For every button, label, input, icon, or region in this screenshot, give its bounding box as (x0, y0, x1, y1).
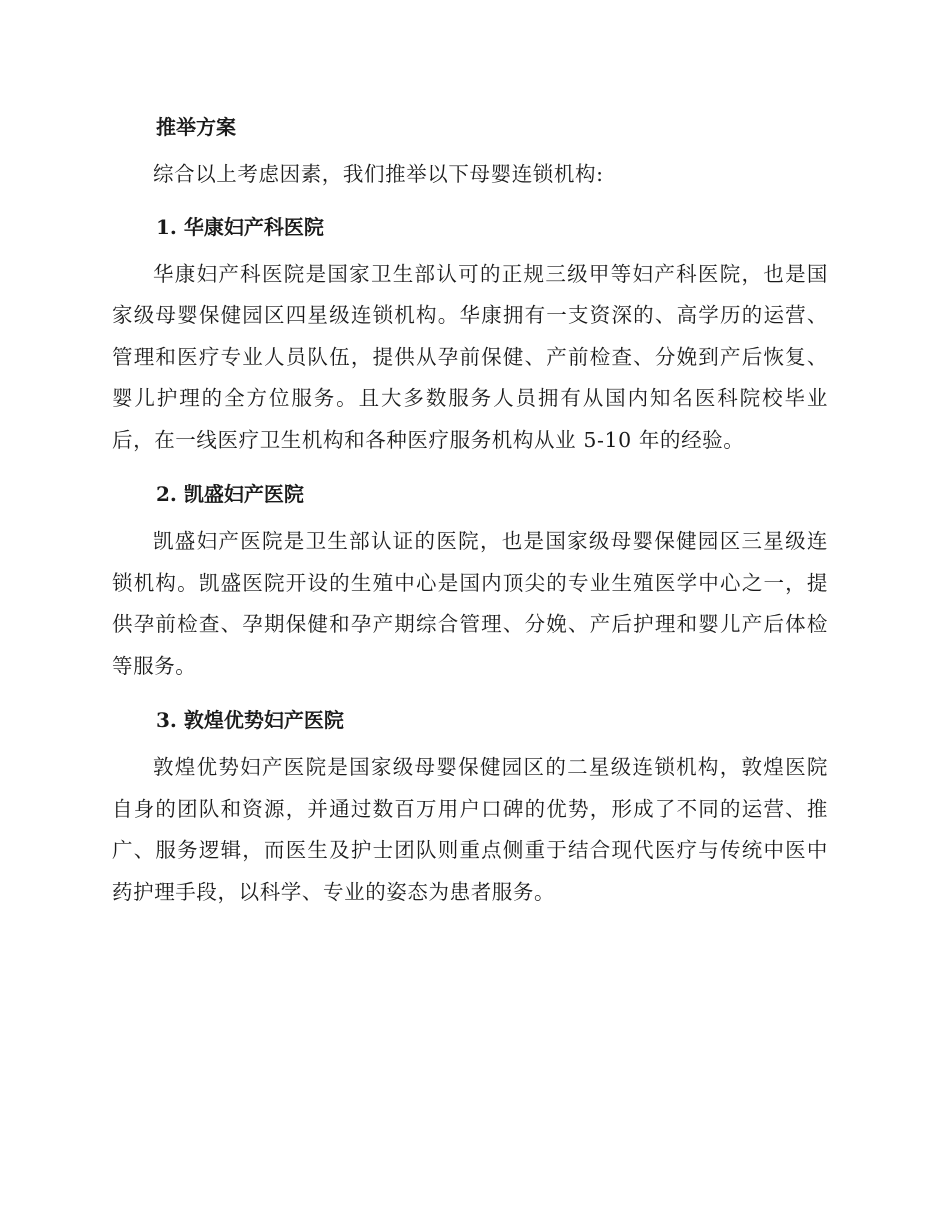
item-3-body: 敦煌优势妇产医院是国家级母婴保健园区的二星级连锁机构，敦煌医院自身的团队和资源，并通过数百万用户口碑的优势，形成了不同的运营、推广、服务逻辑，而医生及护士团队则重点侧重于结合现代医疗与传统中医中药护理手段，以科学、专业的姿态为患者服务。 (112, 755, 828, 904)
item-3-heading: 3. 敦煌优势妇产医院 (156, 708, 344, 732)
intro-paragraph: 综合以上考虑因素，我们推举以下母婴连锁机构: (153, 162, 604, 186)
item-2-heading: 2. 凯盛妇产医院 (156, 482, 304, 506)
item-1-heading: 1. 华康妇产科医院 (156, 214, 324, 239)
document-page (112, 108, 828, 927)
item-2-body: 凯盛妇产医院是卫生部认证的医院，也是国家级母婴保健园区三星级连锁机构。凯盛医院开设的生殖中心是国内顶尖的专业生殖医学中心之一，提供孕前检查、孕期保健和孕产期综合管理、分娩、产后护理和婴儿产后体检等服务。 (112, 529, 828, 678)
item-1-body: 华康妇产科医院是国家卫生部认可的正规三级甲等妇产科医院，也是国家级母婴保健园区四星级连锁机构。华康拥有一支资深的、高学历的运营、管理和医疗专业人员队伍，提供从孕前保健、产前检查、分娩到产后恢复、婴儿护理的全方位服务。且大多数服务人员拥有从国内知名医科院校毕业后，在一线医疗卫生机构和各种医疗服务机构从业 5-10 年的经验。 (112, 261, 828, 452)
section-title: 推举方案 (156, 115, 236, 139)
